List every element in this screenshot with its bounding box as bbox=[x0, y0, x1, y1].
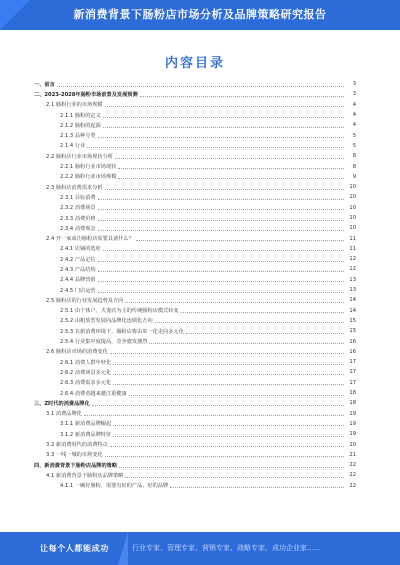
toc-entry-label: 2.6 肠粉店市场的消费变化 bbox=[46, 349, 108, 356]
toc-entry[interactable] bbox=[34, 460, 356, 470]
toc-leader-dots bbox=[98, 226, 344, 231]
toc-leader-dots bbox=[98, 257, 344, 262]
toc-entry-label: 2.3.2 消费场景 bbox=[60, 205, 96, 212]
toc-leader-dots bbox=[140, 92, 344, 97]
toc-entry-page: 17 bbox=[349, 369, 356, 376]
toc-entry-page: 19 bbox=[349, 410, 356, 417]
toc-entry-page: 5 bbox=[352, 132, 356, 139]
toc-entry[interactable] bbox=[34, 326, 356, 336]
toc-entry-page: 16 bbox=[349, 338, 356, 345]
toc-leader-dots bbox=[155, 318, 344, 323]
toc-entry-page: 17 bbox=[349, 379, 356, 386]
toc-leader-dots bbox=[181, 308, 344, 313]
toc-leader-dots bbox=[98, 133, 344, 138]
toc-entry-page: 8 bbox=[352, 153, 356, 160]
toc-leader-dots bbox=[84, 411, 344, 416]
toc-entry-label: 2.1.3 品种分类 bbox=[60, 133, 96, 140]
toc-leader-dots bbox=[98, 288, 344, 293]
toc-leader-dots bbox=[113, 432, 344, 437]
toc-leader-dots bbox=[98, 205, 344, 210]
toc-entry-label: 2.5.4 行业集中度提高，竞争愈发激烈 bbox=[60, 339, 148, 346]
toc-entry[interactable] bbox=[34, 419, 356, 429]
toc-entry[interactable] bbox=[34, 233, 356, 243]
footer-slogan: 让每个人都能成功 bbox=[40, 544, 109, 553]
toc-leader-dots bbox=[105, 452, 344, 457]
toc-leader-dots bbox=[186, 329, 344, 334]
toc-entry-page: 14 bbox=[349, 307, 356, 314]
toc-entry-page: 3 bbox=[352, 91, 356, 98]
toc-entry[interactable] bbox=[34, 336, 356, 346]
toc-leader-dots bbox=[113, 421, 344, 426]
toc-entry-page: 11 bbox=[349, 245, 356, 252]
toc-leader-dots bbox=[98, 277, 344, 282]
toc-leader-dots bbox=[103, 113, 344, 118]
toc-entry[interactable] bbox=[34, 367, 356, 377]
toc-entry-label: 2.4.2 产品定位 bbox=[60, 256, 96, 263]
toc-entry-label: 三、Z时代的消费品牌化 bbox=[34, 400, 90, 407]
toc-entry-page: 13 bbox=[349, 287, 356, 294]
toc-leader-dots bbox=[113, 360, 344, 365]
toc-heading: 内容目录 bbox=[164, 56, 225, 71]
toc-entry[interactable] bbox=[34, 203, 356, 213]
toc-entry-page: 4 bbox=[352, 122, 356, 129]
toc-entry[interactable] bbox=[34, 110, 356, 120]
toc-leader-dots bbox=[170, 483, 344, 488]
toc-entry-label: 2.3.4 消费观念 bbox=[60, 225, 96, 232]
toc-entry-label: 2.4 开一家成功肠粉店需要具备什么？ bbox=[46, 236, 134, 243]
toc-entry[interactable] bbox=[34, 151, 356, 161]
toc-entry-page: 18 bbox=[349, 400, 356, 407]
toc-entry[interactable] bbox=[34, 213, 356, 223]
footer-divider bbox=[118, 532, 128, 565]
toc-leader-dots bbox=[118, 164, 344, 169]
toc-leader-dots bbox=[57, 82, 344, 87]
toc-entry-label: 2.2.1 肠粉行业市场现状 bbox=[60, 164, 117, 171]
toc-entry[interactable] bbox=[34, 295, 356, 305]
toc-entry-page: 12 bbox=[349, 266, 356, 273]
toc-leader-dots bbox=[113, 380, 344, 385]
toc-leader-dots bbox=[129, 391, 344, 396]
toc-entry-label: 一、前言 bbox=[34, 81, 55, 88]
toc-entry[interactable] bbox=[34, 347, 356, 357]
toc-entry[interactable] bbox=[34, 161, 356, 171]
toc-entry-label: 3.2 新消费时代的消费特点 bbox=[46, 442, 108, 449]
toc-entry-page: 11 bbox=[349, 235, 356, 242]
toc-entry[interactable] bbox=[34, 285, 356, 295]
toc-entry-label: 2.5.2 由粗放型发展向品牌化连锁化方向 bbox=[60, 318, 153, 325]
toc-leader-dots bbox=[87, 143, 344, 148]
toc-leader-dots bbox=[103, 123, 344, 128]
toc-list bbox=[34, 79, 356, 491]
toc-entry-label: 2.4.5 门店运营 bbox=[60, 287, 96, 294]
toc-entry-label: 2.4.3 产品结构 bbox=[60, 266, 96, 273]
toc-leader-dots bbox=[98, 267, 344, 272]
toc-entry-page: 10 bbox=[349, 194, 356, 201]
toc-entry-label: 2.3.1 目标消费 bbox=[60, 194, 96, 201]
toc-entry[interactable] bbox=[34, 409, 356, 419]
toc-leader-dots bbox=[136, 236, 344, 241]
toc-entry[interactable] bbox=[34, 429, 356, 439]
toc-entry[interactable] bbox=[34, 306, 356, 316]
toc-entry-label: 2.5.1 由个体户、夫妻店为主的传统肠粉店模式转变 bbox=[60, 308, 179, 315]
toc-entry-page: 19 bbox=[349, 420, 356, 427]
toc-entry-label: 2.4.1 店铺的选址 bbox=[60, 246, 101, 253]
toc-entry-page: 14 bbox=[349, 297, 356, 304]
toc-entry[interactable] bbox=[34, 275, 356, 285]
toc-leader-dots bbox=[125, 298, 344, 303]
toc-entry-page: 9 bbox=[352, 173, 356, 180]
toc-entry-label: 2.6.3 消费需求多元化 bbox=[60, 380, 112, 387]
toc-leader-dots bbox=[110, 442, 344, 447]
toc-entry[interactable] bbox=[34, 398, 356, 408]
toc-entry[interactable] bbox=[34, 388, 356, 398]
toc-entry[interactable] bbox=[34, 357, 356, 367]
toc-entry-page: 15 bbox=[349, 317, 356, 324]
toc-entry-label: 2.3.3 消费价格 bbox=[60, 215, 96, 222]
report-title: 新消费背景下肠粉店市场分析及品牌策略研究报告 bbox=[73, 8, 327, 21]
toc-entry-label: 2.5 肠粉店的行业发展趋势及方向 bbox=[46, 297, 124, 304]
toc-entry-page: 22 bbox=[349, 482, 356, 489]
toc-entry-label: 2.6.1 消费人群年轻化 bbox=[60, 359, 112, 366]
toc-leader-dots bbox=[98, 216, 344, 221]
toc-entry-page: 21 bbox=[349, 451, 356, 458]
toc-entry-label: 2.1.4 行业 bbox=[60, 143, 86, 150]
toc-entry-label: 四、新消费背景下肠粉店品牌的策略 bbox=[34, 462, 118, 469]
toc-entry[interactable] bbox=[34, 141, 356, 151]
toc-entry-page: 16 bbox=[349, 348, 356, 355]
toc-entry-page: 22 bbox=[349, 462, 356, 469]
toc-entry-label: 2.6.4 消费者越来越注重健康 bbox=[60, 390, 127, 397]
toc-leader-dots bbox=[125, 473, 344, 478]
toc-entry[interactable] bbox=[34, 100, 356, 110]
toc-entry-page: 10 bbox=[349, 204, 356, 211]
toc-entry-page: 5 bbox=[352, 142, 356, 149]
toc-entry[interactable] bbox=[34, 481, 356, 491]
toc-entry-page: 13 bbox=[349, 276, 356, 283]
toc-leader-dots bbox=[98, 195, 344, 200]
toc-entry[interactable] bbox=[34, 192, 356, 202]
toc-entry-label: 3.3 一线一城的市场变化 bbox=[46, 452, 103, 459]
toc-entry-label: 2.4.4 品牌营销 bbox=[60, 277, 96, 284]
toc-entry[interactable] bbox=[34, 254, 356, 264]
footer-tagline: 行业专家、管理专家、营销专家、战略专家、成功企业家…… bbox=[132, 544, 321, 552]
toc-entry-label: 2.1 肠粉行业的市场规模 bbox=[46, 102, 103, 109]
toc-entry[interactable] bbox=[34, 439, 356, 449]
toc-entry[interactable] bbox=[34, 89, 356, 99]
toc-leader-dots bbox=[115, 154, 344, 159]
toc-entry-label: 4.1.1 一碗好肠粉，需要有好的产品、好的品牌 bbox=[60, 483, 169, 490]
toc-entry-page: 8 bbox=[352, 163, 356, 170]
toc-entry-page: 4 bbox=[352, 112, 356, 119]
toc-leader-dots bbox=[110, 349, 344, 354]
toc-entry[interactable] bbox=[34, 470, 356, 480]
toc-entry-label: 2.3 肠粉店消费需求分析 bbox=[46, 184, 103, 191]
toc-entry[interactable] bbox=[34, 130, 356, 140]
toc-entry-page: 4 bbox=[352, 101, 356, 108]
toc-entry-page: 10 bbox=[349, 184, 356, 191]
toc-entry-page: 10 bbox=[349, 225, 356, 232]
toc-leader-dots bbox=[105, 102, 344, 107]
toc-entry[interactable] bbox=[34, 316, 356, 326]
toc-leader-dots bbox=[119, 463, 344, 468]
toc-leader-dots bbox=[105, 185, 344, 190]
toc-entry-label: 二、2023-2028年肠粉市场前景及发展预测 bbox=[34, 91, 138, 98]
toc-entry-page: 20 bbox=[349, 441, 356, 448]
toc-entry-page: 19 bbox=[349, 431, 356, 438]
toc-entry[interactable] bbox=[34, 79, 356, 89]
toc-entry[interactable] bbox=[34, 223, 356, 233]
toc-entry[interactable] bbox=[34, 378, 356, 388]
toc-leader-dots bbox=[92, 401, 344, 406]
toc-entry-label: 4.1 新消费背景下肠粉店品牌策略 bbox=[46, 472, 124, 479]
toc-container bbox=[34, 52, 356, 522]
toc-entry-page: 12 bbox=[349, 256, 356, 263]
toc-entry-page: 15 bbox=[349, 328, 356, 335]
toc-entry-label: 2.5.3 在新消费环境下，肠粉店将由单一化走向多元化 bbox=[60, 328, 184, 335]
toc-entry-page: 18 bbox=[349, 390, 356, 397]
toc-entry[interactable] bbox=[34, 450, 356, 460]
toc-entry[interactable] bbox=[34, 172, 356, 182]
toc-entry-label: 3.1.2 新消费品牌特征 bbox=[60, 431, 112, 438]
toc-entry-label: 2.2.2 肠粉行业市场规模 bbox=[60, 174, 117, 181]
toc-entry[interactable] bbox=[34, 182, 356, 192]
toc-entry-page: 22 bbox=[349, 472, 356, 479]
toc-entry-label: 2.2 肠粉店行业市场现状分析 bbox=[46, 153, 113, 160]
toc-entry-label: 3.1.1 新消费品牌崛起 bbox=[60, 421, 112, 428]
toc-entry[interactable] bbox=[34, 264, 356, 274]
toc-entry[interactable] bbox=[34, 244, 356, 254]
toc-entry-page: 17 bbox=[349, 359, 356, 366]
toc-leader-dots bbox=[118, 174, 344, 179]
toc-leader-dots bbox=[113, 370, 344, 375]
footer-band bbox=[0, 532, 400, 565]
header-band bbox=[0, 0, 400, 30]
toc-entry-page: 10 bbox=[349, 215, 356, 221]
toc-entry-page: 3 bbox=[352, 81, 356, 88]
toc-entry[interactable] bbox=[34, 120, 356, 130]
toc-entry-label: 2.1.2 肠粉的起源 bbox=[60, 122, 101, 129]
toc-leader-dots bbox=[103, 246, 344, 251]
toc-leader-dots bbox=[149, 339, 344, 344]
toc-entry-label: 2.1.1 肠粉的定义 bbox=[60, 112, 101, 119]
toc-entry-label: 3.1 消费品牌化 bbox=[46, 411, 82, 418]
toc-entry-label: 2.6.2 消费场景多元化 bbox=[60, 369, 112, 376]
